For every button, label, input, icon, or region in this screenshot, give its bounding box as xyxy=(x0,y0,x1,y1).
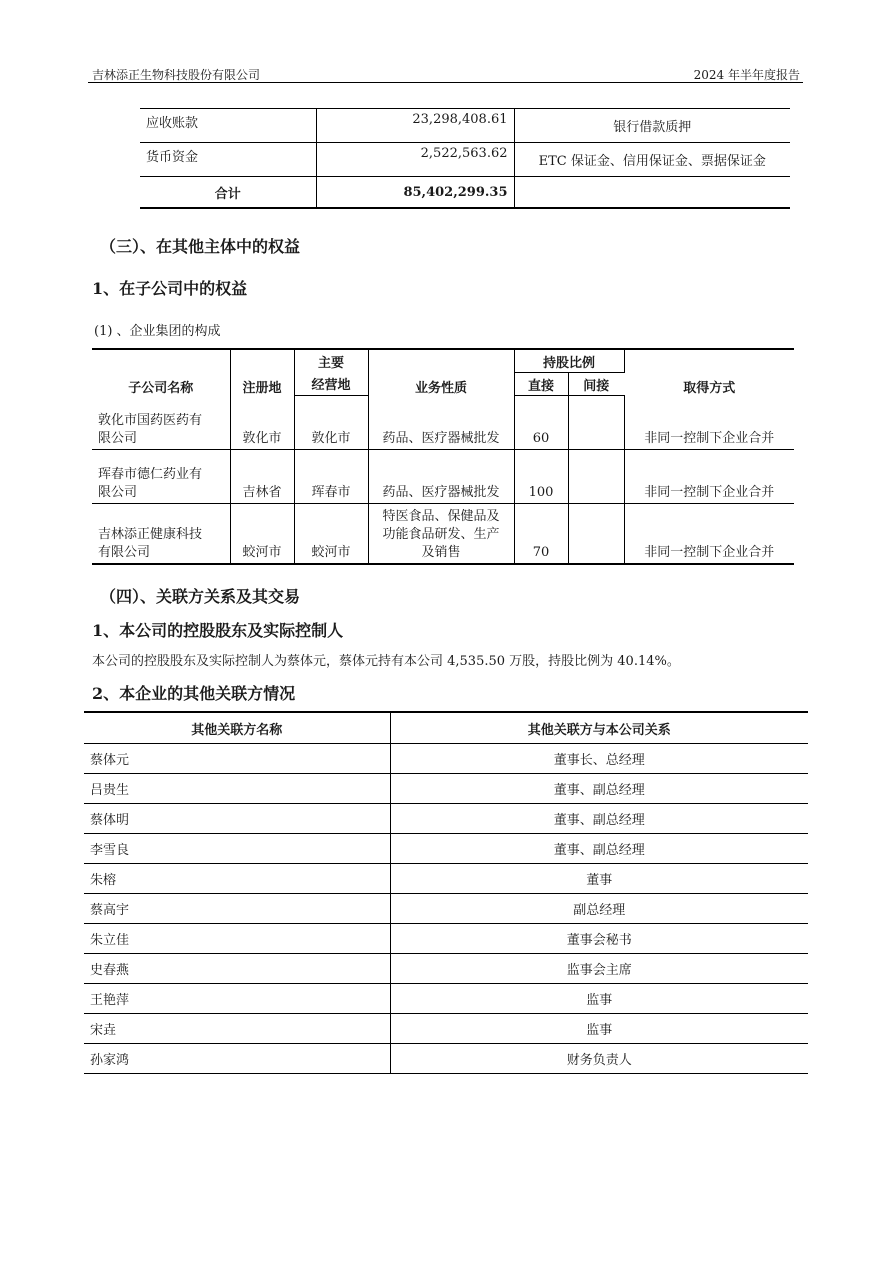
party-name: 王艳萍 xyxy=(84,984,390,1014)
table-row xyxy=(84,1014,808,1044)
table-row xyxy=(140,109,790,143)
party-relation: 董事长、总经理 xyxy=(390,744,808,774)
reg-cell: 敦化市 xyxy=(230,396,294,450)
party-name: 蔡高宇 xyxy=(84,894,390,924)
party-name: 吕贵生 xyxy=(84,774,390,804)
party-relation: 董事、副总经理 xyxy=(390,834,808,864)
header-direct: 直接 xyxy=(514,373,568,396)
table-row xyxy=(84,804,808,834)
main-cell: 珲春市 xyxy=(294,450,368,504)
total-reason-cell xyxy=(514,177,790,209)
sub-name-line1: 敦化市国药医药有 xyxy=(98,413,203,428)
party-relation: 监事 xyxy=(390,1014,808,1044)
table-row xyxy=(92,504,794,565)
table-row xyxy=(84,774,808,804)
table-row-total xyxy=(140,177,790,209)
business-text-line1: 特医食品、保健品及 xyxy=(382,509,500,524)
party-relation: 副总经理 xyxy=(390,894,808,924)
sub-name-line2: 限公司 xyxy=(98,485,138,500)
party-name: 孙家鸿 xyxy=(84,1044,390,1074)
sub-name-line2: 有限公司 xyxy=(98,545,151,560)
sub-name-line1: 珲春市德仁药业有 xyxy=(98,467,203,482)
business-text-line3: 及销售 xyxy=(421,545,461,560)
table-row xyxy=(84,924,808,954)
party-name: 李雪良 xyxy=(84,834,390,864)
table-row xyxy=(84,1044,808,1074)
table-row xyxy=(84,744,808,774)
sub-name-cell xyxy=(92,396,230,450)
report-title: 2024 年半年度报告 xyxy=(693,68,800,82)
direct-cell: 100 xyxy=(514,450,568,504)
table-row xyxy=(84,834,808,864)
business-text-line2: 功能食品研发、生产 xyxy=(382,527,500,542)
business-text: 药品、医疗器械批发 xyxy=(382,485,500,500)
header-business: 业务性质 xyxy=(368,349,514,396)
header-indirect: 间接 xyxy=(568,373,624,396)
section4-subtitle1: 1、本公司的控股股东及实际控制人 xyxy=(92,621,344,640)
party-name: 朱榕 xyxy=(84,864,390,894)
party-relation: 财务负责人 xyxy=(390,1044,808,1074)
section3-subsubtitle: (1) 、企业集团的构成 xyxy=(94,324,221,339)
business-cell xyxy=(368,396,514,450)
method-cell: 非同一控制下企业合并 xyxy=(624,504,794,565)
section3-title: （三）、在其他主体中的权益 xyxy=(100,237,301,256)
business-cell xyxy=(368,504,514,565)
header-relationship: 其他关联方与本公司关系 xyxy=(390,712,808,744)
header-method: 取得方式 xyxy=(624,349,794,396)
main-cell: 敦化市 xyxy=(294,396,368,450)
party-relation: 董事、副总经理 xyxy=(390,804,808,834)
item-cell: 货币资金 xyxy=(140,143,316,177)
party-name: 朱立佳 xyxy=(84,924,390,954)
total-label: 合计 xyxy=(140,177,316,209)
party-relation: 董事 xyxy=(390,864,808,894)
party-relation: 董事会秘书 xyxy=(390,924,808,954)
sub-name-line1: 吉林添正健康科技 xyxy=(98,527,203,542)
reg-cell: 吉林省 xyxy=(230,450,294,504)
sub-name-line2: 限公司 xyxy=(98,431,138,446)
table-row xyxy=(84,894,808,924)
sub-name-cell xyxy=(92,504,230,565)
table-row xyxy=(84,864,808,894)
party-relation: 监事会主席 xyxy=(390,954,808,984)
reg-cell: 蛟河市 xyxy=(230,504,294,565)
table-row xyxy=(140,143,790,177)
business-text: 药品、医疗器械批发 xyxy=(382,431,500,446)
table-row xyxy=(92,396,794,450)
amount-cell: 2,522,563.62 xyxy=(316,143,514,177)
direct-cell: 60 xyxy=(514,396,568,450)
sub-name-cell xyxy=(92,450,230,504)
header-ratio: 持股比例 xyxy=(514,349,624,373)
method-cell: 非同一控制下企业合并 xyxy=(624,396,794,450)
header-divider xyxy=(88,82,803,83)
pledged-assets-table xyxy=(140,108,790,209)
direct-cell: 70 xyxy=(514,504,568,565)
party-name: 蔡体明 xyxy=(84,804,390,834)
header-main-2: 经营地 xyxy=(294,373,368,396)
controller-paragraph: 本公司的控股股东及实际控制人为蔡体元，蔡体元持有本公司 4,535.50 万股，持股比例为 40.14%。 xyxy=(92,654,680,669)
table-row xyxy=(84,954,808,984)
main-cell: 蛟河市 xyxy=(294,504,368,565)
party-name: 宋垚 xyxy=(84,1014,390,1044)
header-sub-name: 子公司名称 xyxy=(92,349,230,396)
subsidiaries-table xyxy=(92,348,794,565)
reason-cell: 银行借款质押 xyxy=(514,109,790,143)
party-relation: 董事、副总经理 xyxy=(390,774,808,804)
indirect-cell xyxy=(568,450,624,504)
header-party-name: 其他关联方名称 xyxy=(84,712,390,744)
section3-subtitle: 1、在子公司中的权益 xyxy=(92,279,248,298)
section4-subtitle2: 2、本企业的其他关联方情况 xyxy=(92,684,296,703)
business-cell xyxy=(368,450,514,504)
table-row xyxy=(92,450,794,504)
section4-title: （四）、关联方关系及其交易 xyxy=(100,587,301,606)
party-name: 蔡体元 xyxy=(84,744,390,774)
table-row xyxy=(84,984,808,1014)
amount-cell: 23,298,408.61 xyxy=(316,109,514,143)
item-cell: 应收账款 xyxy=(140,109,316,143)
header-main-1: 主要 xyxy=(294,349,368,373)
company-name: 吉林添正生物科技股份有限公司 xyxy=(92,68,261,82)
header-reg-place: 注册地 xyxy=(230,349,294,396)
party-name: 史春燕 xyxy=(84,954,390,984)
party-relation: 监事 xyxy=(390,984,808,1014)
related-parties-table xyxy=(84,711,808,1074)
method-cell: 非同一控制下企业合并 xyxy=(624,450,794,504)
indirect-cell xyxy=(568,504,624,565)
total-amount: 85,402,299.35 xyxy=(316,177,514,209)
indirect-cell xyxy=(568,396,624,450)
reason-cell: ETC 保证金、信用保证金、票据保证金 xyxy=(514,143,790,177)
